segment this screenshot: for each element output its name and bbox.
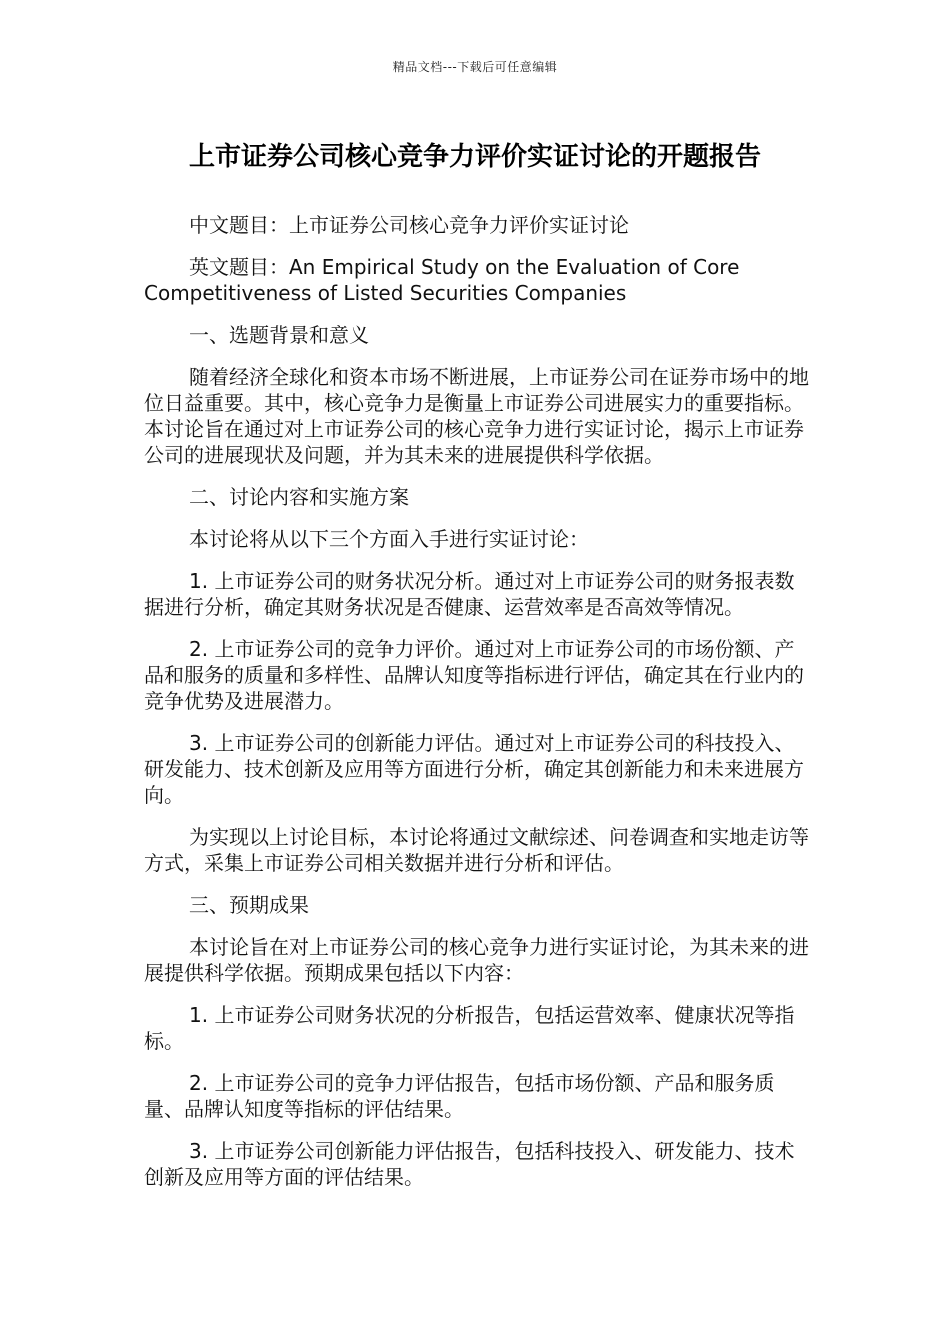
outcome-item-1: 1. 上市证券公司财务状况的分析报告，包括运营效率、健康状况等指标。: [144, 1003, 795, 1053]
english-title-line: 英文题目：An Empirical Study on the Evaluation of Core Competitiveness of Listed Securities Companies: [144, 255, 740, 305]
content-intro-paragraph: 本讨论将从以下三个方面入手进行实证讨论：: [189, 527, 589, 551]
outcomes-intro-paragraph: 本讨论旨在对上市证券公司的核心竞争力进行实证讨论，为其未来的进展提供科学依据。预期成果包括以下内容：: [144, 935, 809, 985]
section-heading-background: 一、选题背景和意义: [189, 323, 369, 347]
section-heading-outcomes: 三、预期成果: [189, 893, 309, 917]
page-header-note: 精品文档---下载后可任意编辑: [392, 60, 558, 74]
outcome-item-2: 2. 上市证券公司的竞争力评估报告，包括市场份额、产品和服务质量、品牌认知度等指标的评估结果。: [144, 1071, 775, 1121]
background-paragraph: 随着经济全球化和资本市场不断进展，上市证券公司在证券市场中的地位日益重要。其中，核心竞争力是衡量上市证券公司进展实力的重要指标。本讨论旨在通过对上市证券公司的核心竞争力进行实证讨论，揭示上市证券公司的进展现状及问题，并为其未来的进展提供科学依据。: [144, 365, 809, 467]
document-body: [144, 212, 810, 1206]
method-paragraph: 为实现以上讨论目标，本讨论将通过文献综述、问卷调查和实地走访等方式，采集上市证券公司相关数据并进行分析和评估。: [144, 825, 809, 875]
section-heading-content: 二、讨论内容和实施方案: [189, 485, 409, 509]
content-item-2: 2. 上市证券公司的竞争力评价。通过对上市证券公司的市场份额、产品和服务的质量和多样性、品牌认知度等指标进行评估，确定其在行业内的竞争优势及进展潜力。: [144, 637, 804, 713]
document-title: 上市证券公司核心竞争力评价实证讨论的开题报告: [188, 142, 761, 172]
outcome-item-3: 3. 上市证券公司创新能力评估报告，包括科技投入、研发能力、技术创新及应用等方面的评估结果。: [144, 1139, 795, 1189]
chinese-title-line: 中文题目：上市证券公司核心竞争力评价实证讨论: [189, 213, 629, 237]
content-item-1: 1. 上市证券公司的财务状况分析。通过对上市证券公司的财务报表数据进行分析，确定其财务状况是否健康、运营效率是否高效等情况。: [144, 569, 795, 619]
content-item-3: 3. 上市证券公司的创新能力评估。通过对上市证券公司的科技投入、研发能力、技术创新及应用等方面进行分析，确定其创新能力和未来进展方向。: [144, 731, 804, 807]
